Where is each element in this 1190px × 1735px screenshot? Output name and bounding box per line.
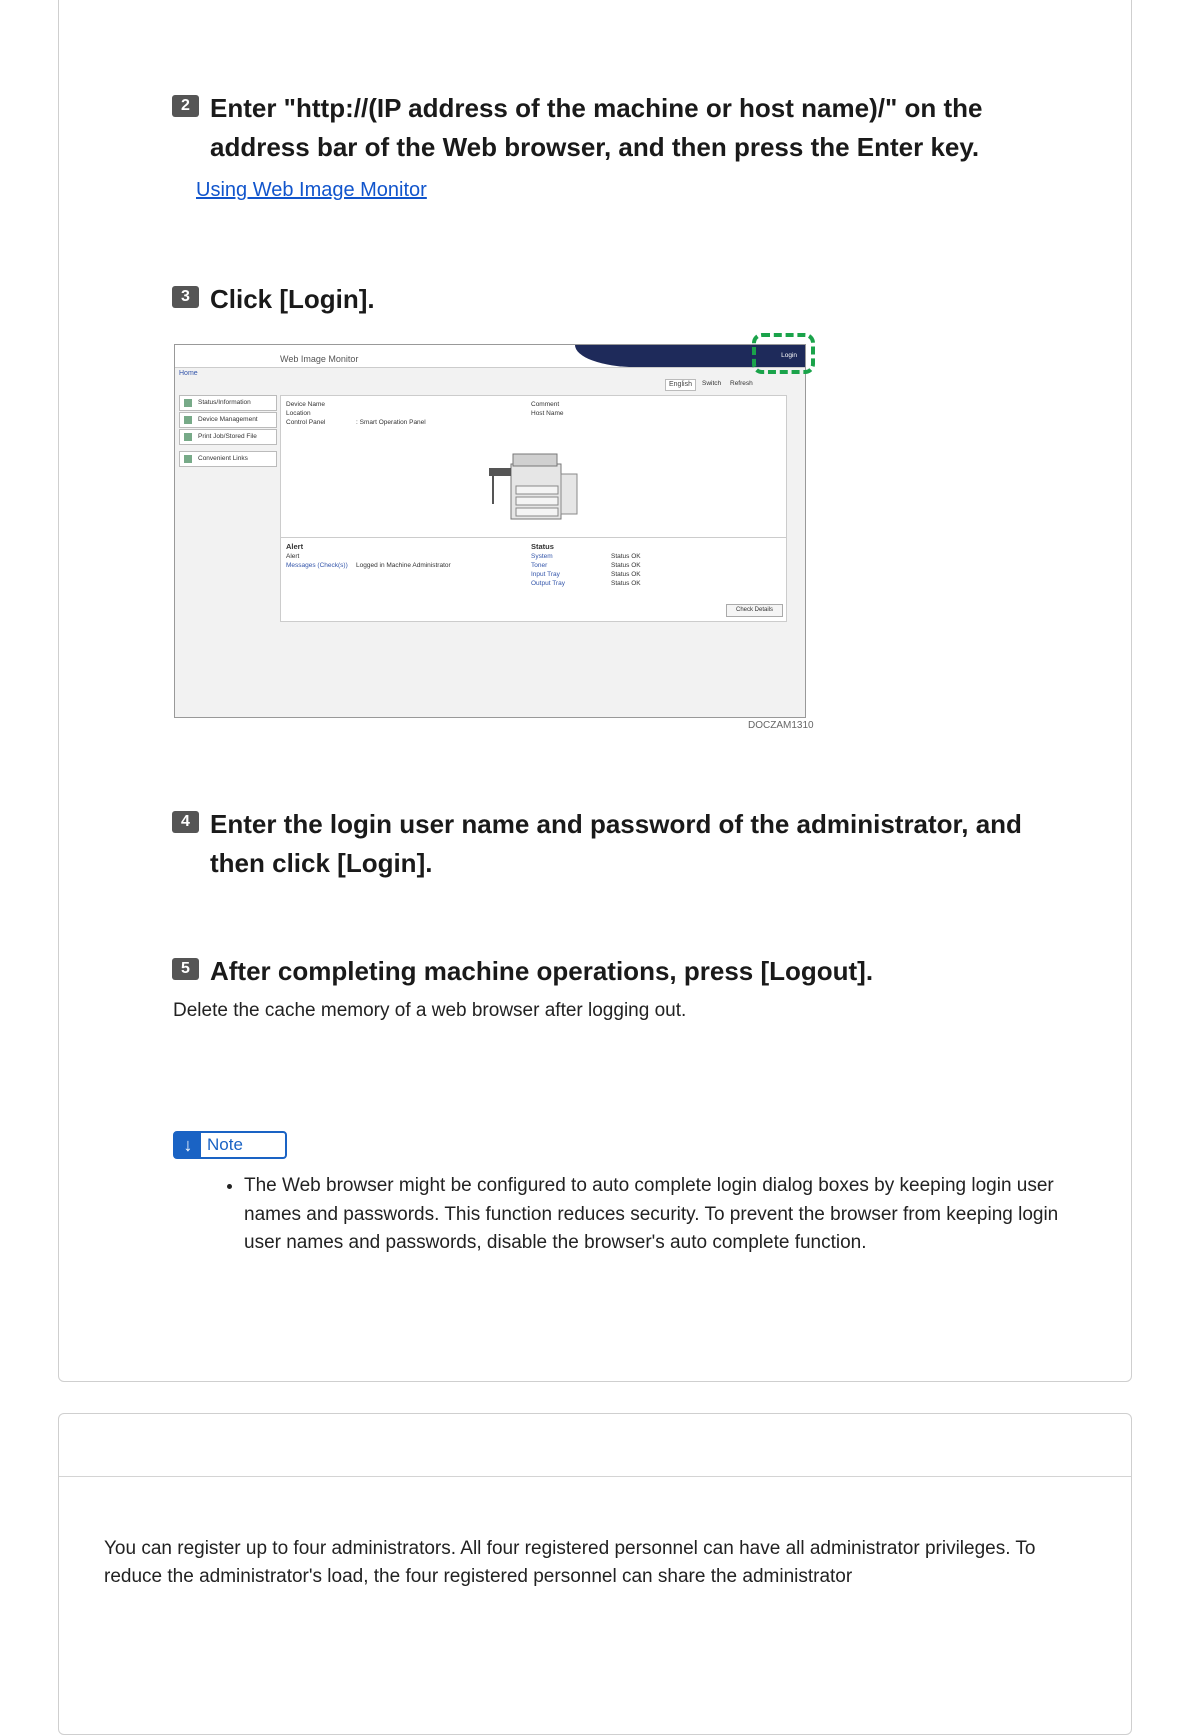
step-line: Enter "http://(IP address of the machine or host name)/" on the — [210, 93, 983, 123]
diamond-icon — [184, 416, 192, 424]
login-highlight-frame — [752, 333, 815, 374]
language-select: English — [665, 379, 696, 391]
host-name-label: Host Name — [531, 410, 564, 417]
location-label: Location — [286, 410, 311, 417]
refresh-button: Refresh — [730, 380, 753, 387]
status-item: System — [531, 553, 553, 560]
step-2 — [172, 89, 982, 167]
menu-status-information: Status/Information — [179, 395, 277, 411]
status-value: Status OK — [611, 571, 641, 578]
status-title: Status — [531, 542, 554, 551]
arrow-down-icon: ↓ — [175, 1133, 201, 1157]
using-web-image-monitor-link[interactable]: Using Web Image Monitor — [196, 179, 427, 201]
alert-item: Alert — [286, 553, 300, 560]
printer-image — [481, 444, 581, 524]
divider — [175, 367, 805, 368]
step-number-badge: 3 — [172, 286, 199, 308]
step-5 — [172, 952, 873, 991]
control-panel-label: Control Panel — [286, 419, 326, 426]
alert-title: Alert — [286, 542, 304, 551]
step-5-body: Delete the cache memory of a web browser after logging out. — [173, 1000, 687, 1021]
step-heading — [210, 280, 375, 319]
side-menu — [179, 395, 277, 468]
step-heading — [210, 805, 1022, 883]
step-line: Enter the login user name and password of the administrator, and — [210, 809, 1022, 839]
step-line: address bar of the Web browser, and then press the Enter key. — [210, 132, 980, 162]
menu-device-management: Device Management — [179, 412, 277, 428]
step-3 — [172, 280, 375, 319]
step-line: Click [Login]. — [210, 284, 375, 314]
switch-button: Switch — [702, 380, 722, 387]
status-item: Toner — [531, 562, 548, 569]
divider — [281, 537, 786, 538]
step-number-badge: 4 — [172, 811, 199, 833]
check-details-button: Check Details — [726, 604, 783, 617]
step-heading — [210, 89, 982, 167]
messages-link: Messages (Check(s)) — [286, 562, 348, 569]
status-value: Status OK — [611, 562, 641, 569]
step-heading — [210, 952, 873, 991]
status-value: Status OK — [611, 553, 641, 560]
home-link: Home — [179, 370, 198, 377]
comment-label: Comment — [531, 401, 560, 408]
status-item: Output Tray — [531, 580, 565, 587]
info-icon — [184, 399, 192, 407]
step-line: After completing machine operations, press [Logout]. — [210, 956, 874, 986]
login-link: Login — [781, 352, 797, 359]
step-4 — [172, 805, 1022, 883]
document-icon — [184, 433, 192, 441]
device-name-label: Device Name — [286, 401, 326, 408]
link-icon — [184, 455, 192, 463]
intro-paragraph: You can register up to four administrators. All four registered personnel can have all administrator privileges. To reduce the administrator's load, the four registered personnel can share the administrator — [104, 1538, 1036, 1587]
note-item: • The Web browser might be configured to auto complete login dialog boxes by keeping login user names and passwords. This function reduces security. To prevent the browser from keeping login user names and passwords, disable the browser's auto complete function. — [244, 1172, 1094, 1258]
step-number-badge: 2 — [172, 95, 199, 117]
logged-in-text: Logged in Machine Administrator — [356, 562, 451, 569]
note-list — [222, 1172, 1094, 1258]
step-number-badge: 5 — [172, 958, 199, 980]
note-label: Note — [207, 1135, 243, 1154]
step-line: then click [Login]. — [210, 848, 433, 878]
main-panel — [280, 395, 787, 622]
status-value: Status OK — [611, 580, 641, 587]
control-panel-value: : Smart Operation Panel — [356, 419, 426, 426]
menu-print-job: Print Job/Stored File — [179, 429, 277, 445]
status-item: Input Tray — [531, 571, 560, 578]
app-title: Web Image Monitor — [280, 354, 359, 364]
note-badge — [173, 1131, 287, 1159]
menu-convenient-links: Convenient Links — [179, 451, 277, 467]
web-image-monitor-screenshot — [174, 344, 806, 718]
figure-caption: DOCZAM1310 — [748, 720, 814, 731]
divider — [59, 1476, 1131, 1477]
